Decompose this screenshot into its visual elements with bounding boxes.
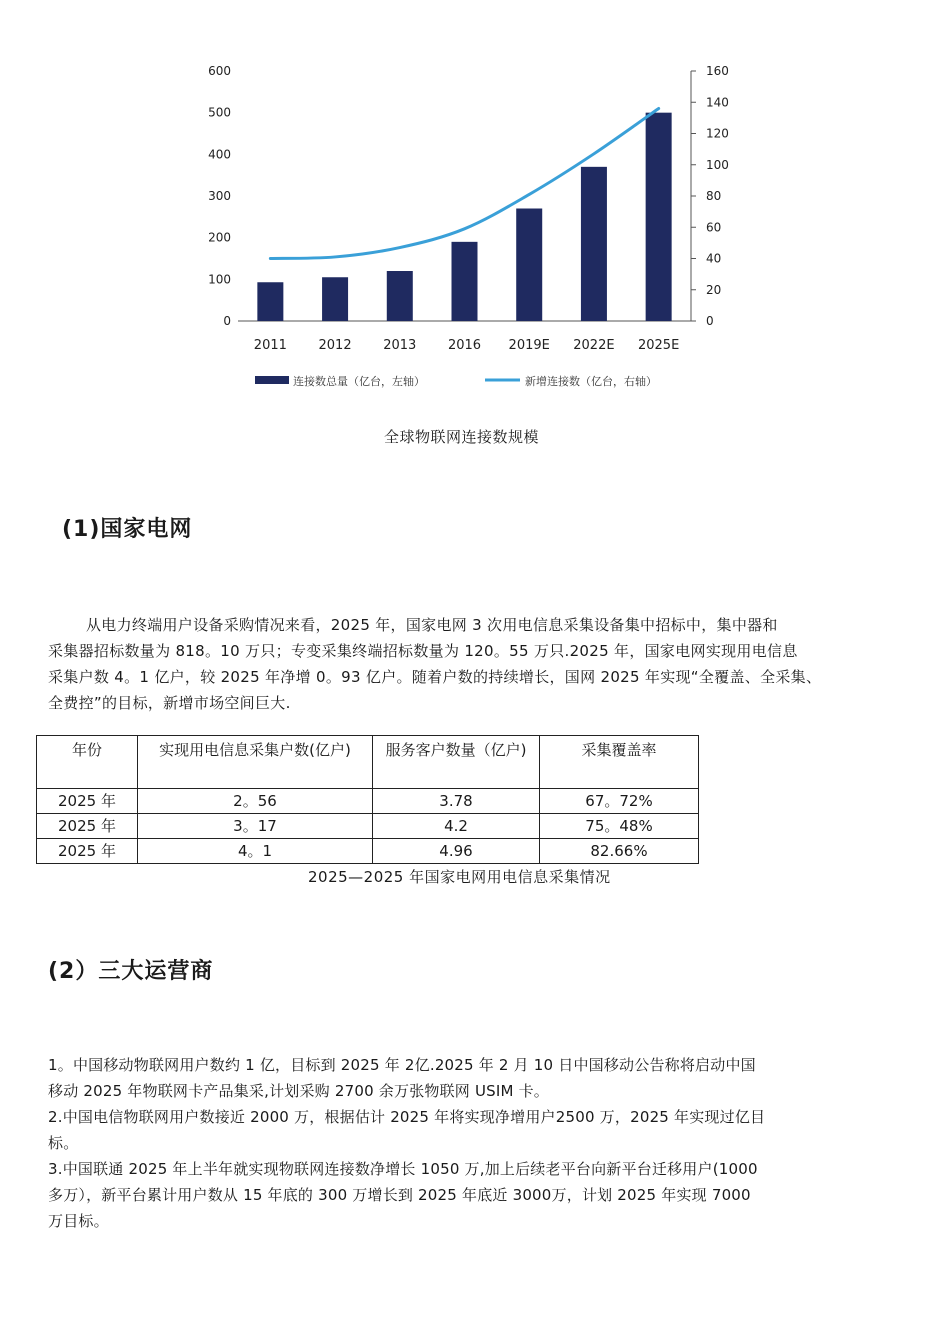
table-cell: 82.66% <box>540 839 699 864</box>
table-cell: 4.2 <box>373 814 540 839</box>
grid-collection-table <box>36 735 699 864</box>
list-line: 移动 2025 年物联网卡产品集采,计划采购 2700 余万张物联网 USIM 卡。 <box>48 1082 549 1100</box>
x-tick-label: 2025E <box>637 338 680 353</box>
list-line: 1。中国移动物联网用户数约 1 亿，目标到 2025 年 2亿.2025 年 2 月 10 日中国移动公告称将启动中国 <box>48 1056 756 1074</box>
left-tick-label: 600 <box>208 64 231 78</box>
bar <box>387 271 413 321</box>
x-tick-label: 2019E <box>508 338 550 353</box>
right-tick-label: 120 <box>706 126 729 141</box>
x-tick-label: 2011 <box>253 338 287 353</box>
right-tick-label: 100 <box>706 157 729 172</box>
right-tick-label: 0 <box>706 314 714 328</box>
table-cell: 3.78 <box>373 789 540 814</box>
left-tick-label: 200 <box>208 230 231 245</box>
legend-bar-swatch <box>255 376 289 384</box>
x-tick-label: 2013 <box>383 338 417 353</box>
legend-bar-label: 连接数总量（亿台，左轴） <box>293 375 425 388</box>
x-tick-label: 2012 <box>318 338 352 353</box>
bar <box>322 277 348 321</box>
right-tick-label: 40 <box>706 251 722 266</box>
paragraph-line: 采集器招标数量为 818。10 万只；专变采集终端招标数量为 120。55 万只.2025 年，国家电网实现用电信息 <box>48 642 798 660</box>
bar <box>581 167 607 321</box>
iot-connections-chart <box>195 55 765 410</box>
table-header: 实现用电信息采集户数(亿户) <box>138 736 373 789</box>
right-tick-label: 160 <box>706 64 729 78</box>
table-row <box>37 789 699 814</box>
bar <box>452 242 478 321</box>
table-header-row <box>37 736 699 789</box>
table-row <box>37 839 699 864</box>
table-row <box>37 814 699 839</box>
paragraph-line: 从电力终端用户设备采购情况来看，2025 年，国家电网 3 次用电信息采集设备集中招标中，集中器和 <box>86 616 778 634</box>
list-line: 标。 <box>48 1134 79 1152</box>
left-tick-label: 0 <box>223 314 231 328</box>
list-line: 2.中国电信物联网用户数接近 2000 万，根据估计 2025 年将实现净增用户2500 万，2025 年实现过亿目 <box>48 1108 766 1126</box>
table-cell: 2025 年 <box>37 789 138 814</box>
section2-heading: (2）三大运营商 <box>48 959 214 984</box>
list-line: 3.中国联通 2025 年上半年就实现物联网连接数净增长 1050 万,加上后续老平台向新平台迁移用户(1000 <box>48 1160 758 1178</box>
table-header: 年份 <box>37 736 138 789</box>
bar <box>257 282 283 321</box>
table-cell: 75。48% <box>540 814 699 839</box>
right-tick-label: 20 <box>706 282 722 297</box>
left-tick-label: 500 <box>208 105 231 120</box>
left-tick-label: 400 <box>208 147 231 162</box>
table-header: 采集覆盖率 <box>540 736 699 789</box>
paragraph-line: 全费控”的目标，新增市场空间巨大. <box>48 694 291 712</box>
operators-list <box>48 1052 908 1234</box>
section1-paragraph <box>48 612 928 716</box>
x-tick-label: 2016 <box>447 338 482 353</box>
table-cell: 2。56 <box>138 789 373 814</box>
table-cell: 2025 年 <box>37 839 138 864</box>
bar <box>516 209 542 322</box>
left-tick-label: 100 <box>208 272 231 287</box>
list-line: 万目标。 <box>48 1212 109 1230</box>
bar <box>646 113 672 321</box>
table-cell: 4。1 <box>138 839 373 864</box>
table-cell: 67。72% <box>540 789 699 814</box>
right-tick-label: 60 <box>706 220 722 235</box>
chart-caption: 全球物联网连接数规模 <box>384 428 540 446</box>
table-header: 服务客户数量（亿户) <box>373 736 540 789</box>
table-caption: 2025—2025 年国家电网用电信息采集情况 <box>308 868 611 886</box>
legend-line-label: 新增连接数（亿台，右轴） <box>525 375 657 388</box>
table-cell: 2025 年 <box>37 814 138 839</box>
list-line: 多万），新平台累计用户数从 15 年底的 300 万增长到 2025 年底近 3000万，计划 2025 年实现 7000 <box>48 1186 751 1204</box>
x-tick-label: 2022E <box>573 338 615 353</box>
section1-heading: (1)国家电网 <box>62 517 193 542</box>
paragraph-line: 采集户数 4。1 亿户，较 2025 年净增 0。93 亿户。随着户数的持续增长，国网 2025 年实现“全覆盖、全采集、 <box>48 668 822 686</box>
table-cell: 4.96 <box>373 839 540 864</box>
right-tick-label: 140 <box>706 95 729 110</box>
table-cell: 3。17 <box>138 814 373 839</box>
left-tick-label: 300 <box>208 189 231 203</box>
right-tick-label: 80 <box>706 189 722 203</box>
